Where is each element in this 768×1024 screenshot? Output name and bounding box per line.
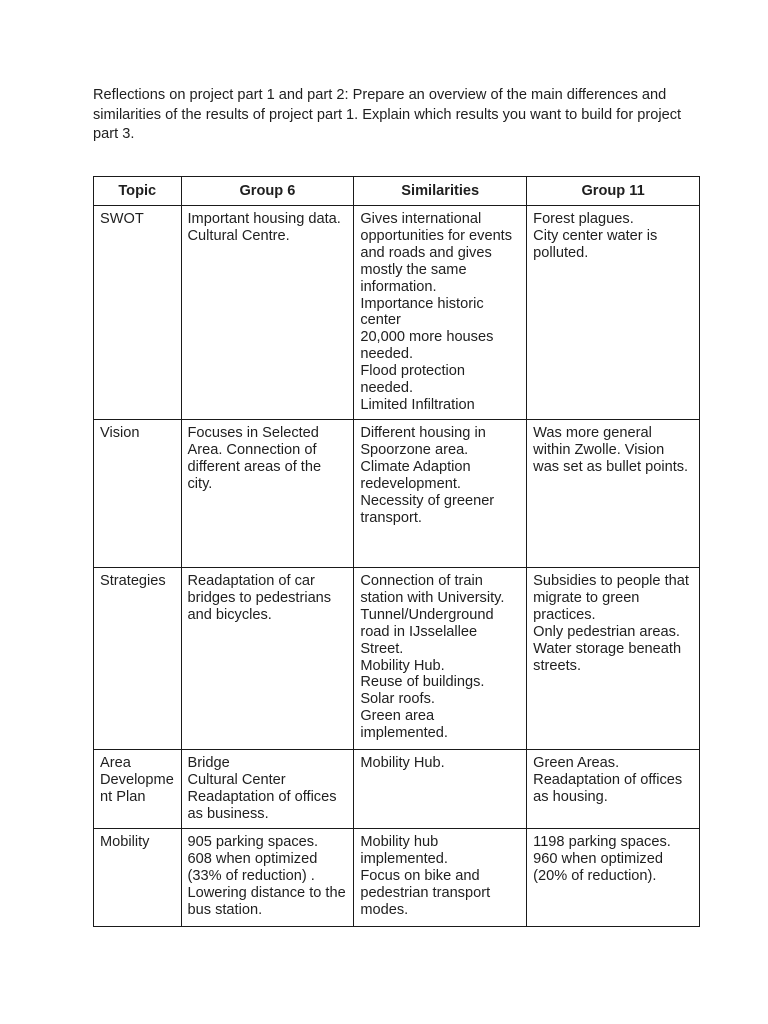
table-row-strategies — [94, 568, 700, 750]
intro-paragraph: Reflections on project part 1 and part 2: Prepare an overview of the main differences and similarities of the results of project part 1. Explain which results you want to build for project part 3. — [93, 87, 682, 142]
cell-similarities — [354, 829, 527, 927]
cell-similarities — [354, 568, 527, 750]
cell-line: Readaptation of offices as business. — [187, 788, 337, 822]
table-row-area-development-plan — [94, 750, 700, 829]
cell-line: Solar roofs. — [360, 691, 435, 708]
cell-topic: Mobility — [94, 829, 182, 927]
cell-line: Climate Adaption redevelopment. — [360, 458, 471, 492]
table-row-vision — [94, 420, 700, 568]
cell-topic: SWOT — [94, 206, 182, 420]
cell-line: Important housing data. — [187, 211, 341, 227]
cell-line: Limited Infiltration — [360, 396, 475, 413]
cell-group-6 — [181, 829, 354, 927]
cell-line: Water storage beneath streets. — [533, 640, 682, 674]
cell-group-6 — [181, 568, 354, 750]
cell-line: Gives international opportunities for events and roads and gives mostly the same information. — [360, 211, 513, 295]
cell-line: Connection of train station with University. — [360, 573, 505, 606]
cell-line: Mobility Hub. — [360, 755, 445, 771]
cell-group-6 — [181, 750, 354, 829]
cell-topic: Vision — [94, 420, 182, 568]
cell-line: Readaptation of car bridges to pedestrians and bicycles. — [187, 573, 332, 623]
cell-line: City center water is polluted. — [533, 227, 658, 261]
cell-line: 20,000 more houses needed. — [360, 329, 494, 363]
cell-line: Different housing in Spoorzone area. — [360, 425, 486, 458]
cell-line: Subsidies to people that migrate to green practices. — [533, 573, 689, 623]
cell-group-11 — [527, 206, 700, 420]
cell-group-11 — [527, 750, 700, 829]
cell-group-11 — [527, 829, 700, 927]
cell-line: Mobility hub implemented. — [360, 834, 448, 867]
header-group-11: Group 11 — [527, 177, 700, 206]
cell-line: Importance historic center — [360, 295, 484, 329]
cell-line: 960 when optimized (20% of reduction). — [533, 850, 663, 884]
header-similarities: Similarities — [354, 177, 527, 206]
cell-line: Focuses in Selected Area. Connection of different areas of the city. — [187, 425, 322, 492]
cell-line: Flood protection needed. — [360, 363, 465, 397]
cell-line: 905 parking spaces. — [187, 834, 319, 850]
header-topic: Topic — [94, 177, 182, 206]
cell-topic: Area Developme nt Plan — [94, 750, 182, 829]
cell-topic: Strategies — [94, 568, 182, 750]
cell-line: Focus on bike and pedestrian transport modes. — [360, 867, 491, 918]
cell-line: Mobility Hub. — [360, 657, 445, 674]
cell-similarities — [354, 206, 527, 420]
cell-similarities — [354, 750, 527, 829]
cell-group-11 — [527, 420, 700, 568]
cell-line: Green area implemented. — [360, 708, 448, 742]
cell-line: Reuse of buildings. — [360, 674, 485, 691]
header-group-6: Group 6 — [181, 177, 354, 206]
cell-line: Only pedestrian areas. — [533, 623, 680, 640]
cell-group-11 — [527, 568, 700, 750]
cell-line: Bridge — [187, 755, 230, 771]
table-row-mobility — [94, 829, 700, 927]
table-row-swot — [94, 206, 700, 420]
cell-line: 608 when optimized (33% of reduction) . — [187, 850, 318, 884]
cell-line: Cultural Center — [187, 771, 286, 788]
cell-line: Lowering distance to the bus station. — [187, 884, 346, 918]
cell-line: Tunnel/Underground road in IJsselallee Street. — [360, 606, 494, 657]
cell-line: Was more general within Zwolle. Vision was set as bullet points. — [533, 425, 689, 475]
comparison-table — [93, 176, 700, 927]
cell-group-6 — [181, 206, 354, 420]
cell-line: Green Areas. — [533, 755, 620, 771]
table-header-row — [94, 177, 700, 206]
cell-line: Forest plagues. — [533, 211, 634, 227]
cell-group-6 — [181, 420, 354, 568]
cell-line: Cultural Centre. — [187, 227, 290, 244]
cell-line: Readaptation of offices as housing. — [533, 771, 683, 805]
cell-line: 1198 parking spaces. — [533, 834, 671, 850]
cell-similarities — [354, 420, 527, 568]
cell-line: Necessity of greener transport. — [360, 492, 495, 526]
